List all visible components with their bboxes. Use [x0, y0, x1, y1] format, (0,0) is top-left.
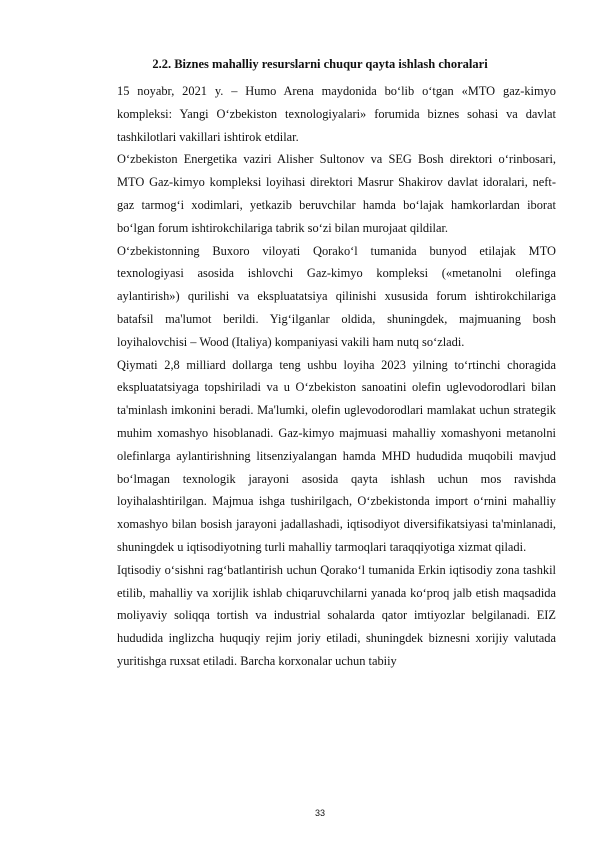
paragraph-1: 15 noyabr, 2021 y. – Humo Arena maydonida bo‘lib o‘tgan «MTO gaz-kimyo kompleksi: Yangi O‘zbekiston texnologiyalari» forumida biznes sohasi va davlat tashkilotlari vakillari ishtirok etdilar.	[117, 84, 556, 144]
paragraph-2: O‘zbekiston Energetika vaziri Alisher Sultonov va SEG Bosh direktori o‘rinbosari, MTO Gaz-kimyo kompleksi loyihasi direktori Masrur Shakirov davlat idoralari, neft-gaz tarmog‘i xodimlari, yetkazib beruvchilar hamda bo‘lajak hamkorlardan iborat bo‘lgan forum ishtirokchilariga tabrik so‘zi bilan murojaat qildilar.	[117, 152, 556, 235]
section-heading: 2.2. Biznes mahalliy resurslarni chuqur qayta ishlash choralari	[152, 57, 488, 71]
paragraph-4: Qiymati 2,8 milliard dollarga teng ushbu loyiha 2023 yilning to‘rtinchi choragida ekspluatatsiyaga topshiriladi va u O‘zbekiston sanoatini olefin uglevodorodlari bilan ta'minlash imkonini beradi. Ma'lumki, olefin uglevodorodlari mamlakat uchun strategik muhim xomashyo hisoblanadi. Gaz-kimyo majmuasi mahalliy xomashyoni metanolni olefinlarga aylantirishning litsenziyalangan hamda MHD hududida muqobili mavjud bo‘lmagan texnologik jarayoni asosida qayta ishlash uchun mos ravishda loyihalashtirilgan. Majmua ishga tushirilgach, O‘zbekistonda import o‘rnini mahalliy xomashyo bilan bosish jarayoni jadallashadi, iqtisodiyot diversifikatsiyasi ta'minlanadi, shuningdek u iqtisodiyotning turli mahalliy tarmoqlari taraqqiyotiga xizmat qiladi.	[117, 357, 556, 554]
paragraph-3: O‘zbekistonning Buxoro viloyati Qorako‘l tumanida bunyod etilajak MTO texnologiyasi asosida ishlovchi Gaz-kimyo kompleksi («metanolni olefinga aylantirish») qurilishi va ekspluatatsiya qilinishi xususida forum ishtirokchilariga batafsil ma'lumot berildi. Yig‘ilganlar oldida, shuningdek, majmuaning bosh loyihalovchisi – Wood (Italiya) kompaniyasi vakili ham nutq so‘zladi.	[117, 243, 556, 349]
body-text	[117, 80, 556, 673]
paragraph-5: Iqtisodiy o‘sishni rag‘batlantirish uchun Qorako‘l tumanida Erkin iqtisodiy zona tashkil etilib, mahalliy va xorijlik ishlab chiqaruvchilarni yanada ko‘proq jalb etish maqsadida moliyaviy soliqqa tortish va industrial sohalarda qator imtiyozlar belgilanadi. EIZ hududida inglizcha huquqiy rejim joriy etiladi, shuningdek biznesni xorijiy valutada yuritishga ruxsat etiladi. Barcha korxonalar uchun tabiiy	[117, 562, 556, 668]
page-number: 33	[314, 808, 325, 818]
